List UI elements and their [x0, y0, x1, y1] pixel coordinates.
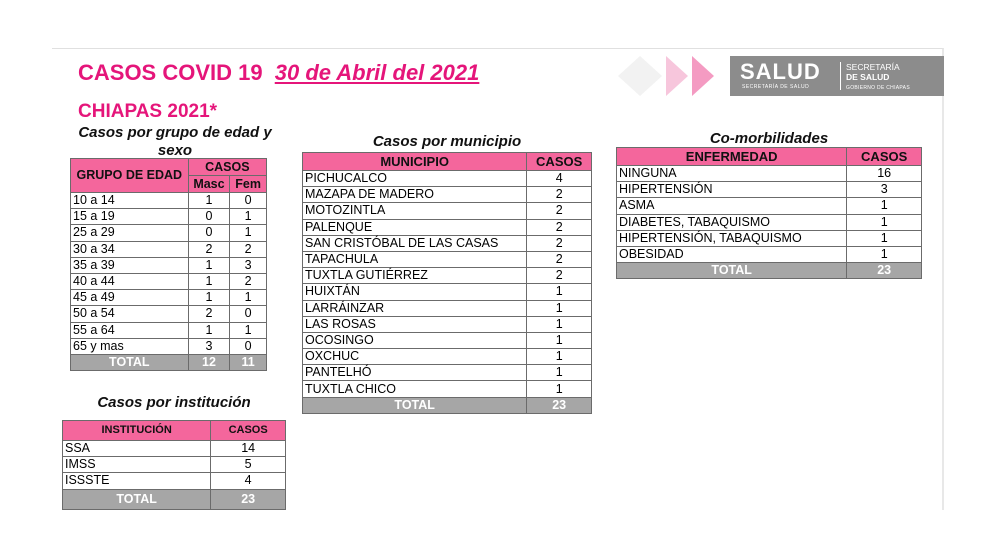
age-group-table: [70, 158, 267, 371]
row-value: 2: [230, 241, 267, 257]
row-value: 2: [230, 273, 267, 289]
row-label: HUIXTÁN: [303, 284, 527, 300]
row-label: LAS ROSAS: [303, 316, 527, 332]
table-row: [71, 225, 267, 241]
row-value: 1: [527, 332, 592, 348]
table-row: [303, 203, 592, 219]
row-label: SSA: [63, 441, 211, 457]
row-label: OXCHUC: [303, 349, 527, 365]
logo-main-subtext: SECRETARÍA DE SALUD: [742, 84, 810, 90]
table-row: [71, 306, 267, 322]
row-value: 2: [188, 306, 230, 322]
table-row: [63, 457, 286, 473]
total-label: TOTAL: [71, 354, 189, 370]
salud-logo: [618, 56, 944, 96]
row-label: 30 a 34: [71, 241, 189, 257]
header-institution: INSTITUCIÓN: [63, 421, 211, 441]
table-row: [303, 235, 592, 251]
table-row: [303, 171, 592, 187]
logo-separator: [840, 62, 841, 90]
row-label: 25 a 29: [71, 225, 189, 241]
row-value: 1: [230, 322, 267, 338]
total-label: TOTAL: [303, 397, 527, 413]
row-value: 0: [230, 338, 267, 354]
institution-table-title: Casos por institución: [97, 394, 251, 411]
row-value: 0: [230, 193, 267, 209]
row-label: 15 a 19: [71, 209, 189, 225]
table-row: [303, 381, 592, 397]
row-label: IMSS: [63, 457, 211, 473]
table-row: [71, 290, 267, 306]
table-row: [303, 316, 592, 332]
row-label: 65 y mas: [71, 338, 189, 354]
table-row: [71, 257, 267, 273]
age-table-title: Casos por grupo de edad y sexo: [78, 124, 272, 159]
table-row: [303, 365, 592, 381]
row-label: NINGUNA: [617, 166, 847, 182]
row-label: PALENQUE: [303, 219, 527, 235]
row-label: TAPACHULA: [303, 251, 527, 267]
row-value: 1: [847, 230, 922, 246]
row-value: 0: [188, 209, 230, 225]
table-row: [71, 209, 267, 225]
chevron-decoration: [666, 56, 688, 96]
row-label: OBESIDAD: [617, 246, 847, 262]
table-row: [617, 246, 922, 262]
logo-right-line2: DE SALUD: [846, 72, 890, 82]
row-value: 1: [527, 300, 592, 316]
row-value: 1: [527, 316, 592, 332]
total-masc: 12: [188, 354, 230, 370]
header-cases: CASOS: [211, 421, 286, 441]
table-row: [303, 284, 592, 300]
chevron-decoration: [618, 56, 640, 96]
page-title: [78, 60, 479, 86]
logo-secretaria-text: [846, 62, 900, 82]
row-value: 2: [527, 187, 592, 203]
institution-table: [62, 420, 286, 510]
row-value: 2: [527, 219, 592, 235]
logo-main-text: SALUD: [740, 59, 821, 84]
row-value: 4: [527, 171, 592, 187]
table-row: [303, 251, 592, 267]
row-value: 1: [527, 284, 592, 300]
table-row: [617, 214, 922, 230]
row-value: 1: [230, 209, 267, 225]
row-value: 1: [188, 290, 230, 306]
table-row: [617, 182, 922, 198]
header-municipality: MUNICIPIO: [303, 153, 527, 171]
header-cases: CASOS: [188, 159, 266, 176]
row-label: HIPERTENSIÓN, TABAQUISMO: [617, 230, 847, 246]
total-value: 23: [211, 489, 286, 509]
municipality-table-title: Casos por municipio: [372, 133, 522, 150]
table-row: [71, 322, 267, 338]
row-label: 50 a 54: [71, 306, 189, 322]
row-label: OCOSINGO: [303, 332, 527, 348]
header-cases: CASOS: [527, 153, 592, 171]
row-value: 1: [847, 198, 922, 214]
row-label: LARRÁINZAR: [303, 300, 527, 316]
row-value: 1: [847, 214, 922, 230]
row-value: 16: [847, 166, 922, 182]
comorbidity-table: [616, 147, 922, 279]
total-label: TOTAL: [617, 263, 847, 279]
row-value: 1: [188, 322, 230, 338]
row-value: 1: [188, 273, 230, 289]
municipality-total-row: [303, 397, 592, 413]
row-label: DIABETES, TABAQUISMO: [617, 214, 847, 230]
table-row: [71, 338, 267, 354]
row-label: TUXTLA GUTIÉRREZ: [303, 268, 527, 284]
row-value: 1: [847, 246, 922, 262]
table-row: [71, 241, 267, 257]
title-date: 30 de Abril del 2021: [274, 60, 480, 85]
row-value: 3: [188, 338, 230, 354]
row-value: 1: [188, 193, 230, 209]
header-age-group: GRUPO DE EDAD: [71, 159, 189, 193]
logo-block: [730, 56, 944, 96]
row-label: TUXTLA CHICO: [303, 381, 527, 397]
row-value: 1: [527, 349, 592, 365]
row-value: 1: [527, 381, 592, 397]
total-fem: 11: [230, 354, 267, 370]
row-value: 2: [527, 268, 592, 284]
header-masc: Masc: [188, 176, 230, 193]
row-value: 2: [527, 203, 592, 219]
table-row: [617, 230, 922, 246]
table-row: [617, 198, 922, 214]
chevron-decoration: [692, 56, 714, 96]
row-label: PICHUCALCO: [303, 171, 527, 187]
row-label: 45 a 49: [71, 290, 189, 306]
row-label: MOTOZINTLA: [303, 203, 527, 219]
municipality-table: [302, 152, 592, 414]
row-value: 0: [230, 306, 267, 322]
row-value: 0: [188, 225, 230, 241]
row-label: ISSSTE: [63, 473, 211, 489]
table-row: [303, 219, 592, 235]
table-row: [63, 473, 286, 489]
row-value: 2: [527, 235, 592, 251]
table-row: [71, 193, 267, 209]
table-row: [303, 300, 592, 316]
table-row: [303, 268, 592, 284]
row-value: 1: [230, 225, 267, 241]
age-total-row: [71, 354, 267, 370]
institution-total-row: [63, 489, 286, 509]
header-cases: CASOS: [847, 148, 922, 166]
header-fem: Fem: [230, 176, 267, 193]
row-label: ASMA: [617, 198, 847, 214]
total-value: 23: [847, 263, 922, 279]
logo-right-line1: SECRETARÍA: [846, 62, 900, 72]
row-value: 5: [211, 457, 286, 473]
logo-right-subtext: GOBIERNO DE CHIAPAS: [846, 85, 910, 91]
header-disease: ENFERMEDAD: [617, 148, 847, 166]
row-value: 1: [527, 365, 592, 381]
row-value: 4: [211, 473, 286, 489]
table-row: [617, 166, 922, 182]
row-value: 1: [188, 257, 230, 273]
table-row: [303, 187, 592, 203]
page-subtitle: CHIAPAS 2021*: [78, 101, 218, 122]
row-value: 14: [211, 441, 286, 457]
row-label: HIPERTENSIÓN: [617, 182, 847, 198]
comorbidity-table-title: Co-morbilidades: [709, 130, 829, 147]
row-label: 55 a 64: [71, 322, 189, 338]
table-row: [303, 349, 592, 365]
row-label: 10 a 14: [71, 193, 189, 209]
row-value: 3: [230, 257, 267, 273]
row-value: 2: [188, 241, 230, 257]
row-label: 40 a 44: [71, 273, 189, 289]
table-row: [71, 273, 267, 289]
row-label: SAN CRISTÓBAL DE LAS CASAS: [303, 235, 527, 251]
row-label: 35 a 39: [71, 257, 189, 273]
row-value: 1: [230, 290, 267, 306]
row-value: 3: [847, 182, 922, 198]
table-row: [63, 441, 286, 457]
comorbidity-total-row: [617, 263, 922, 279]
row-label: MAZAPA DE MADERO: [303, 187, 527, 203]
total-value: 23: [527, 397, 592, 413]
row-label: PANTELHÓ: [303, 365, 527, 381]
chevron-decoration: [640, 56, 662, 96]
total-label: TOTAL: [63, 489, 211, 509]
table-row: [303, 332, 592, 348]
row-value: 2: [527, 251, 592, 267]
title-text: CASOS COVID 19: [78, 60, 263, 85]
